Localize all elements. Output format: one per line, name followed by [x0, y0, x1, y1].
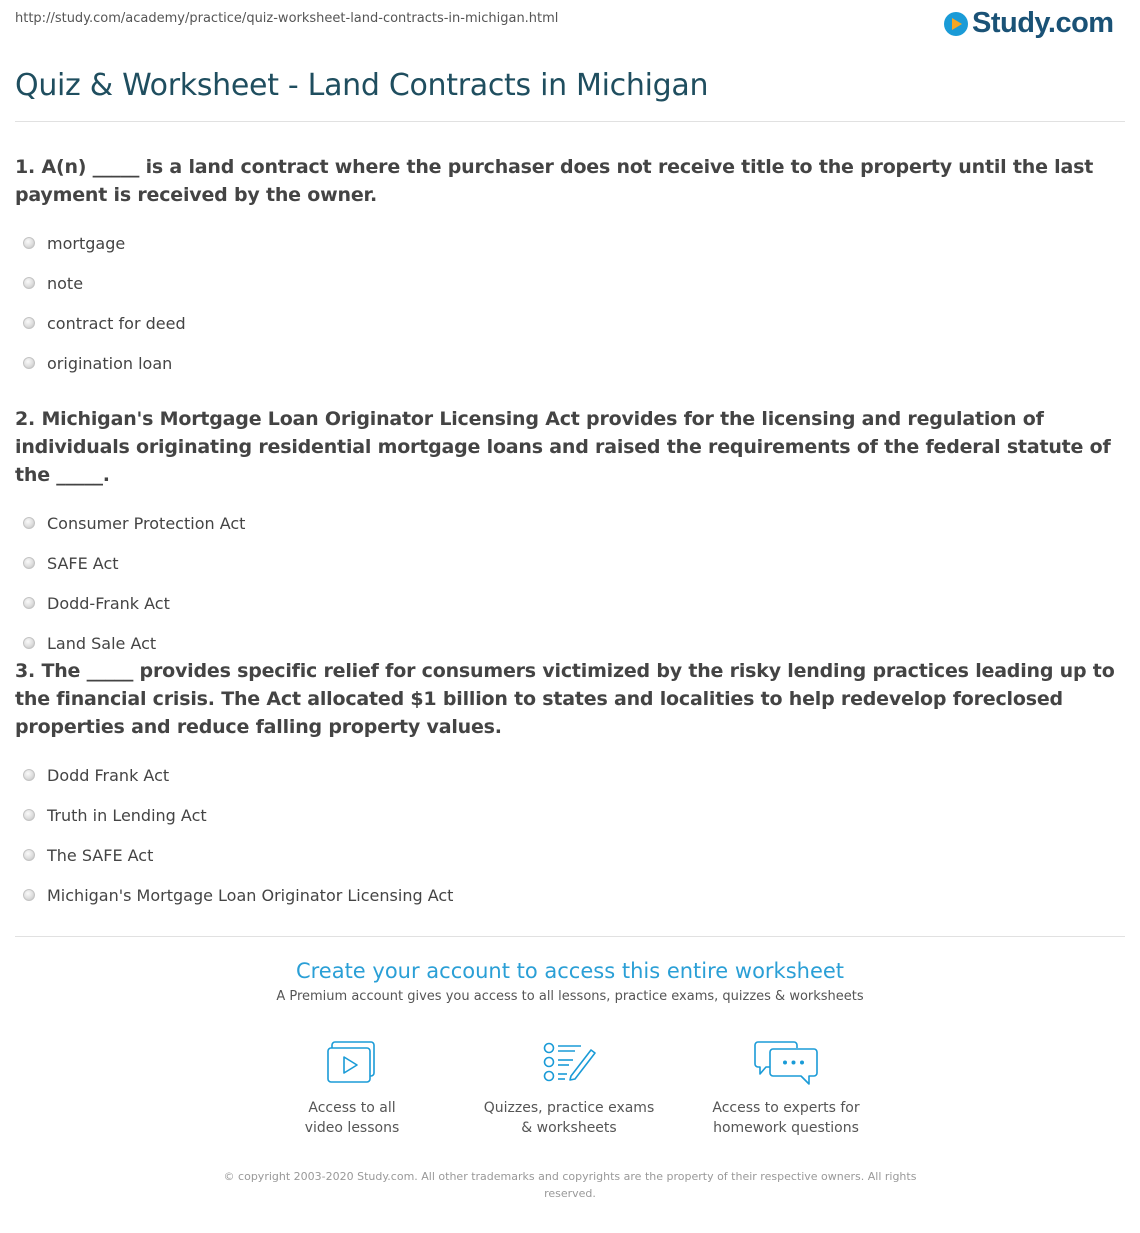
radio-icon[interactable]	[23, 849, 35, 861]
answer-option[interactable]	[15, 303, 1130, 343]
feature-label: Access to all video lessons	[304, 1100, 400, 1136]
answer-option[interactable]	[15, 755, 1130, 795]
option-label: Land Sale Act	[47, 633, 157, 653]
answer-options	[15, 503, 1130, 663]
play-logo-icon	[944, 12, 968, 36]
radio-icon[interactable]	[23, 809, 35, 821]
answer-option[interactable]	[15, 543, 1130, 583]
question-text: 2. Michigan's Mortgage Loan Originator Licensing Act provides for the licensing and regulation of individuals originating residential mortgage loans and raised the requirements of the federal statute of the _____.	[15, 408, 1111, 486]
radio-icon[interactable]	[23, 889, 35, 901]
option-label: Dodd Frank Act	[47, 765, 170, 785]
option-label: Michigan's Mortgage Loan Originator Licensing Act	[47, 885, 454, 905]
page-title: Quiz & Worksheet - Land Contracts in Michigan	[15, 68, 709, 103]
answer-options	[15, 223, 1130, 383]
option-label: origination loan	[47, 353, 173, 373]
feature-quizzes	[474, 1040, 664, 1138]
logo-text: Study.com	[972, 7, 1114, 39]
answer-option[interactable]	[15, 795, 1130, 835]
option-label: note	[47, 273, 84, 293]
answer-option[interactable]	[15, 835, 1130, 875]
option-label: The SAFE Act	[47, 845, 154, 865]
study-logo[interactable]	[944, 7, 1114, 40]
radio-icon[interactable]	[23, 597, 35, 609]
question-2	[15, 405, 1130, 663]
answer-option[interactable]	[15, 875, 1130, 915]
page-url: http://study.com/academy/practice/quiz-worksheet-land-contracts-in-michigan.html	[15, 11, 559, 26]
feature-experts	[691, 1040, 881, 1138]
option-label: SAFE Act	[47, 553, 119, 573]
video-lessons-icon	[326, 1040, 378, 1086]
answer-option[interactable]	[15, 503, 1130, 543]
radio-icon[interactable]	[23, 517, 35, 529]
option-label: Truth in Lending Act	[47, 805, 207, 825]
radio-icon[interactable]	[23, 357, 35, 369]
copyright-notice: © copyright 2003-2020 Study.com. All other trademarks and copyrights are the property of their respective owners. All rights reserved.	[223, 1170, 917, 1200]
feature-label: Access to experts for homework questions	[712, 1100, 860, 1136]
question-text: 1. A(n) _____ is a land contract where the purchaser does not receive title to the property until the last payment is received by the owner.	[15, 156, 1094, 206]
radio-icon[interactable]	[23, 237, 35, 249]
radio-icon[interactable]	[23, 769, 35, 781]
answer-option[interactable]	[15, 223, 1130, 263]
divider	[15, 936, 1125, 937]
option-label: contract for deed	[47, 313, 186, 333]
question-text: 3. The _____ provides specific relief for consumers victimized by the risky lending practices leading up to the financial crisis. The Act allocated $1 billion to states and localities to help redevelop foreclosed properties and reduce falling property values.	[15, 660, 1115, 738]
option-label: Dodd-Frank Act	[47, 593, 170, 613]
question-1	[15, 153, 1130, 383]
option-label: Consumer Protection Act	[47, 513, 246, 533]
option-label: mortgage	[47, 233, 126, 253]
quiz-checklist-icon	[541, 1040, 597, 1086]
cta-title-link[interactable]: Create your account to access this entire worksheet	[295, 959, 845, 983]
chat-experts-icon	[754, 1040, 818, 1086]
feature-video-lessons	[257, 1040, 447, 1138]
answer-option[interactable]	[15, 583, 1130, 623]
cta-subtitle: A Premium account gives you access to all lessons, practice exams, quizzes & worksheets	[276, 989, 864, 1004]
divider	[15, 121, 1125, 122]
answer-option[interactable]	[15, 263, 1130, 303]
radio-icon[interactable]	[23, 637, 35, 649]
answer-options	[15, 755, 1130, 915]
radio-icon[interactable]	[23, 277, 35, 289]
feature-label: Quizzes, practice exams & worksheets	[483, 1100, 655, 1136]
question-3	[15, 657, 1130, 915]
answer-option[interactable]	[15, 343, 1130, 383]
radio-icon[interactable]	[23, 557, 35, 569]
radio-icon[interactable]	[23, 317, 35, 329]
